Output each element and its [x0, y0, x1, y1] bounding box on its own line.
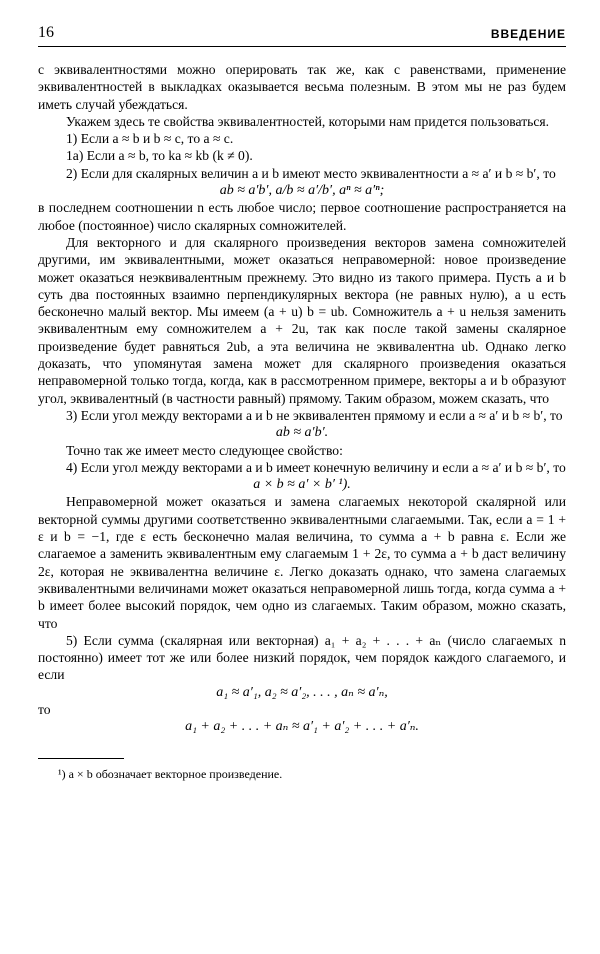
page-body [38, 61, 566, 736]
paragraph: Для векторного и для скалярного произведения векторов замена сомножителей другими, им эквивалентными, может оказаться неправомерной: новое произведение может оказаться неэквивалентным прежнему. Это видно из такого примера. Пусть a и b суть два постоянных взаимно перпендикулярных вектора (не равных нулю), а u есть бесконечно малый вектор. Мы имеем (a + u) b = ub. Сомножитель a + u нельзя заменить эквивалентным ему сомножителем a + 2u, так как после такой замены скалярное произведение будет равняться 2ub, а эта величина не эквивалентна ub. Однако легко доказать, что упомянутая замена может для скалярного произведения оказаться неправомерной только тогда, когда, как в рассмотренном примере, векторы a и b образуют угол, эквивалентный (в частности равный) прямому. Таким образом, можем сказать, что [38, 234, 566, 406]
paragraph: то [38, 701, 51, 717]
page-number: 16 [38, 24, 54, 41]
paragraph: 3) Если угол между векторами a и b не эквивалентен прямому и если a ≈ a′ и b ≈ b′, то [66, 407, 563, 423]
paragraph: 2) Если для скалярных величин a и b имеют место эквивалентности a ≈ a′ и b ≈ b′, то [66, 165, 556, 181]
formula: a × b ≈ a′ × b′ ¹). [253, 477, 351, 493]
paragraph: 1) Если a ≈ b и b ≈ c, то a ≈ c. [66, 131, 234, 147]
paragraph: 4) Если угол между векторами a и b имеет конечную величину и если a ≈ a′ и b ≈ b′, то [66, 459, 566, 475]
formula: ab ≈ a′b′. [275, 425, 329, 441]
footnote: ¹) a × b обозначает векторное произведение. [58, 766, 283, 781]
running-title: ВВЕДЕНИЕ [490, 27, 566, 41]
page-header [38, 24, 566, 47]
formula: a₁ + a₂ + . . . + aₙ ≈ a′₁ + a′₂ + . . . + a′ₙ. [185, 719, 419, 735]
paragraph: Укажем здесь те свойства эквивалентностей, которыми нам придется пользоваться. [66, 113, 550, 129]
paragraph: Неправомерной может оказаться и замена слагаемых некоторой скалярной или векторной суммы другими соответственно эквивалентными слагаемыми. Так, если a = 1 + ε и b = −1, где ε есть бесконечно малая величина, то сумма a + b равна ε. Если же слагаемое a заменить эквивалентным ему слагаемым 1 + 2ε, то сумма a + b даст величину 2ε, которая не эквивалентна величине ε. Легко доказать однако, что замена слагаемых эквивалентными величинами может оказаться неправомерной лишь тогда, когда сумма a + b имеет более высокий порядок, чем одно из слагаемых. Таким образом, можно сказать, что [38, 494, 566, 631]
book-page [38, 24, 566, 794]
paragraph: в последнем соотношении n есть любое число; первое соотношение распространяется на любое (постоянное) число скалярных сомножителей. [38, 200, 566, 233]
formula: ab ≈ a′b′, a/b ≈ a′/b′, aⁿ ≈ a′ⁿ; [219, 183, 385, 199]
paragraph: Точно так же имеет место следующее свойство: [66, 442, 343, 458]
paragraph: 5) Если сумма (скалярная или векторная) a₁ + a₂ + . . . + aₙ (число слагаемых n постоянно) имеет тот же или более низкий порядок, чем порядок каждого слагаемого, и если [38, 632, 566, 683]
paragraph: 1а) Если a ≈ b, то ka ≈ kb (k ≠ 0). [66, 148, 253, 164]
paragraph: с эквивалентностями можно оперировать так же, как с равенствами, применение эквивалентностей в выкладках оказывается весьма полезным. В этом мы не раз будем иметь случай убеждаться. [38, 62, 566, 112]
formula: a₁ ≈ a′₁, a₂ ≈ a′₂, . . . , aₙ ≈ a′ₙ, [216, 684, 388, 700]
footnote-rule [38, 758, 124, 759]
